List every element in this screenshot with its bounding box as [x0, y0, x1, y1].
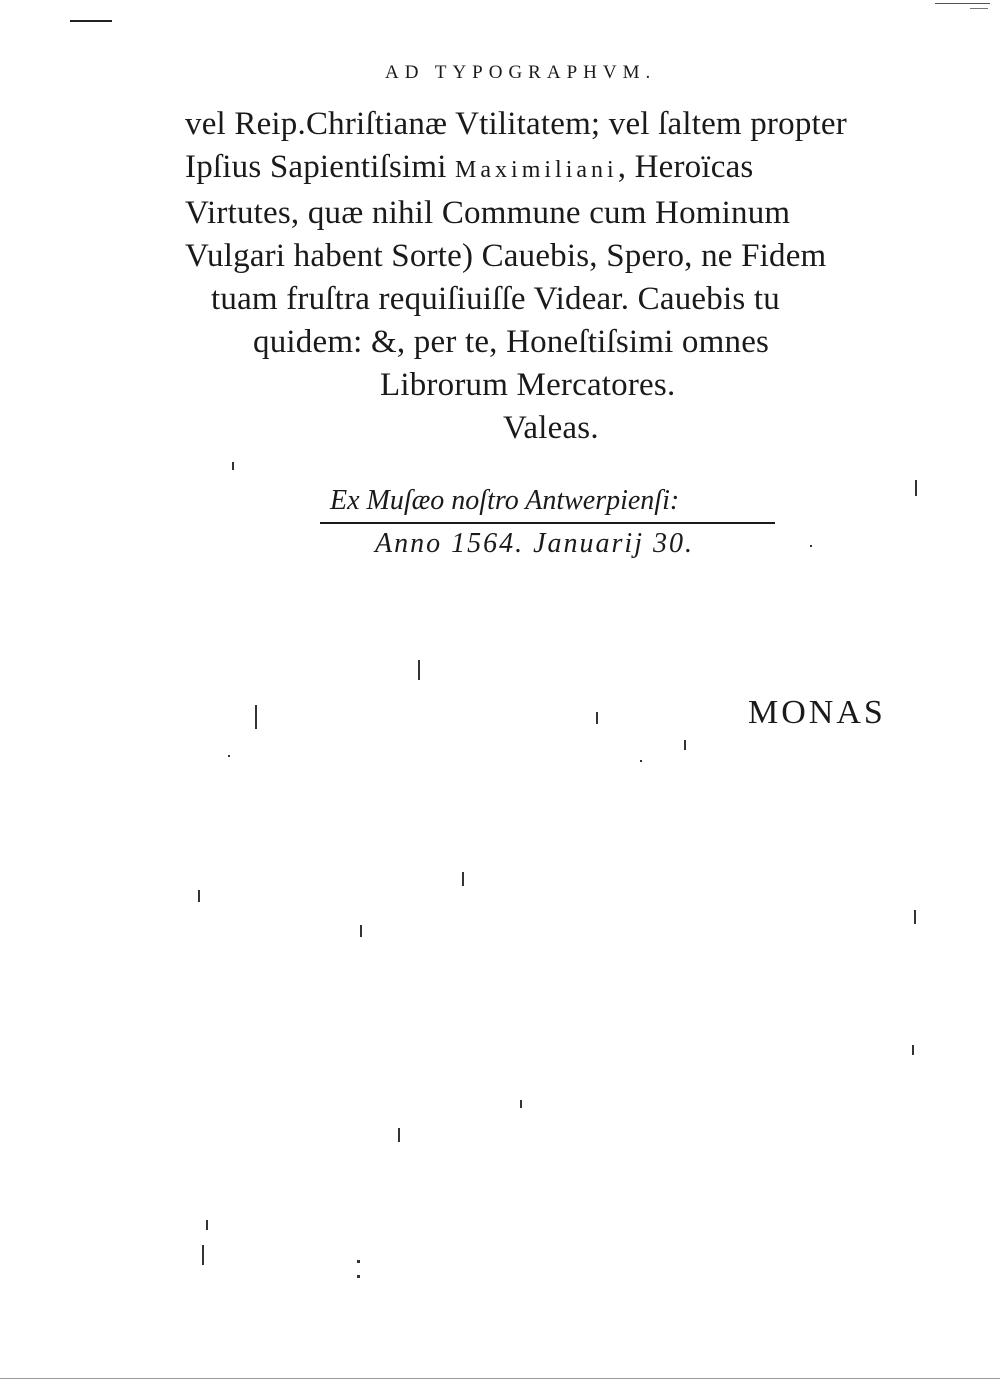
scan-speck: [418, 660, 420, 680]
scan-speck: [357, 1260, 360, 1263]
text-line: Librorum Mercatores.: [380, 367, 676, 403]
small-caps-name: Maximiliani: [455, 157, 618, 183]
text-line: Virtutes, quæ nihil Commune cum Hominum: [185, 195, 791, 231]
scan-speck: [462, 872, 464, 886]
colophon-date: Anno 1564. Januarij 30.: [375, 528, 694, 559]
catchword: MONAS: [748, 694, 886, 731]
text-span: , Heroïcas: [617, 149, 754, 185]
text-line: quidem: &, per te, Honeſtiſsimi omnes: [253, 324, 770, 360]
scan-speck: [255, 705, 257, 729]
scan-speck: [912, 1045, 914, 1055]
colophon-place: Ex Muſæo noſtro Antwerpienſi:: [330, 485, 680, 516]
text-span: Ipſius Sapientiſsimi: [185, 149, 447, 185]
scan-speck: [914, 910, 916, 924]
scan-edge-mark: [0, 1378, 1000, 1379]
scan-edge-mark: [70, 20, 112, 22]
scan-speck: [398, 1128, 400, 1142]
scan-speck: [202, 1245, 204, 1265]
scan-speck: [684, 740, 686, 750]
scan-edge-mark: [935, 3, 990, 4]
body-text: [185, 103, 920, 450]
scan-speck: [360, 925, 362, 937]
scan-speck: [810, 545, 812, 547]
scan-speck: [206, 1220, 208, 1230]
colophon-rule: [320, 522, 775, 524]
scan-speck: [357, 1275, 360, 1278]
text-line: [185, 146, 920, 192]
scan-edge-mark: [970, 8, 988, 9]
scan-speck: [596, 712, 598, 724]
running-head: AD TYPOGRAPHVM.: [385, 62, 657, 83]
text-line: tuam fruſtra requiſiuiſſe Videar. Cauebis tu: [211, 281, 780, 317]
text-line: Vulgari habent Sorte) Cauebis, Spero, ne Fidem: [185, 238, 827, 274]
scan-speck: [228, 755, 230, 757]
scan-speck: [520, 1100, 522, 1108]
text-line: Valeas.: [503, 410, 599, 446]
text-line: vel Reip.Chriſtianæ Vtilitatem; vel ſaltem propter: [185, 106, 847, 142]
scan-speck: [640, 760, 642, 762]
scan-speck: [915, 480, 917, 496]
scan-speck: [232, 462, 234, 470]
scan-speck: [198, 890, 200, 902]
